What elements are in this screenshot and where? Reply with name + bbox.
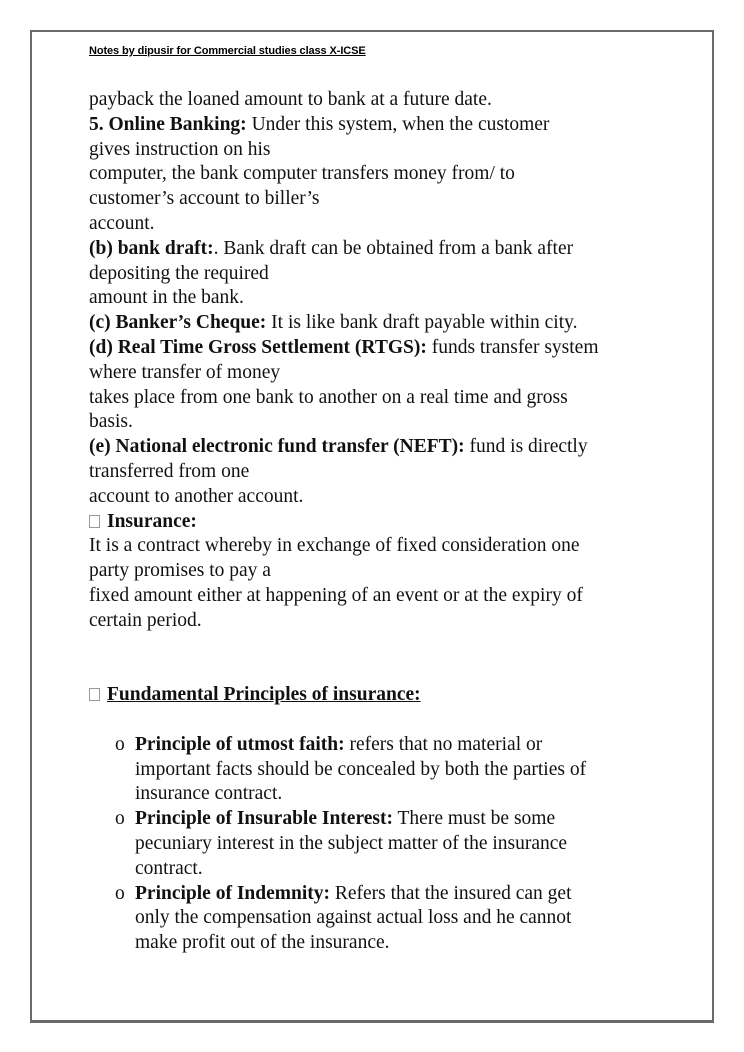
page-header: Notes by dipusir for Commercial studies class X-ICSE <box>89 45 366 57</box>
rtgs-label: (d) Real Time Gross Settlement (RTGS): <box>89 336 427 358</box>
text-line: party promises to pay a <box>89 560 271 582</box>
circle-bullet-icon: o <box>115 733 125 755</box>
online-banking-label: 5. Online Banking: <box>89 113 247 135</box>
principle-label: Principle of Insurable Interest: <box>135 808 393 830</box>
spacer <box>89 634 689 684</box>
text-line: certain period. <box>89 609 202 631</box>
list-item <box>89 733 689 807</box>
principles-list <box>89 733 689 956</box>
insurance-heading <box>89 510 689 535</box>
text-line: where transfer of money <box>89 361 281 383</box>
text-line: There must be some <box>393 808 556 830</box>
text-line: . Bank draft can be obtained from a bank after <box>213 237 574 259</box>
text-line: gives instruction on his <box>89 138 271 160</box>
text-line: only the compensation against actual loss and he cannot <box>135 907 572 929</box>
text-line: account to another account. <box>89 485 304 507</box>
text-line: Under this system, when the customer <box>246 113 550 135</box>
list-item <box>89 882 689 956</box>
text-line: basis. <box>89 411 133 433</box>
text-line: insurance contract. <box>135 783 283 805</box>
missing-glyph-bullet-icon <box>89 688 100 701</box>
text-line: computer, the bank computer transfers money from/ to <box>89 163 515 185</box>
bank-draft-paragraph <box>89 237 689 262</box>
text-line: funds transfer system <box>426 336 599 358</box>
bank-draft-label: (b) bank draft: <box>89 237 214 259</box>
text-line: Refers that the insured can get <box>330 882 572 904</box>
document-body <box>89 88 689 956</box>
text-line: make profit out of the insurance. <box>135 932 390 954</box>
text-line: account. <box>89 212 155 234</box>
list-item <box>89 807 689 881</box>
principles-heading <box>89 683 689 708</box>
circle-bullet-icon: o <box>115 808 125 830</box>
principle-label: Principle of utmost faith: <box>135 733 345 755</box>
text-line: payback the loaned amount to bank at a future date. <box>89 89 492 110</box>
online-banking-paragraph <box>89 113 689 138</box>
text-line: customer’s account to biller’s <box>89 188 320 210</box>
text-line: amount in the bank. <box>89 287 244 309</box>
bankers-cheque-label: (c) Banker’s Cheque: <box>89 312 267 334</box>
text-line: important facts should be concealed by both the parties of <box>135 758 587 780</box>
text-line: It is like bank draft payable within city. <box>266 312 578 334</box>
text-line: pecuniary interest in the subject matter of the insurance <box>135 832 568 854</box>
circle-bullet-icon: o <box>115 882 125 904</box>
principles-heading-label: Fundamental Principles of insurance: <box>107 684 421 706</box>
neft-paragraph <box>89 435 689 460</box>
text-line: depositing the required <box>89 262 269 284</box>
missing-glyph-bullet-icon <box>89 515 100 528</box>
principle-label: Principle of Indemnity: <box>135 882 330 904</box>
neft-label: (e) National electronic fund transfer (NEFT): <box>89 436 465 458</box>
text-line: fund is directly <box>464 436 588 458</box>
text-line: takes place from one bank to another on a real time and gross <box>89 386 568 408</box>
rtgs-paragraph <box>89 336 689 361</box>
bankers-cheque-paragraph <box>89 311 689 336</box>
insurance-label: Insurance: <box>107 510 197 532</box>
text-line: contract. <box>135 857 203 879</box>
text-line: refers that no material or <box>344 733 543 755</box>
text-line: fixed amount either at happening of an event or at the expiry of <box>89 584 583 606</box>
text-line: transferred from one <box>89 460 250 482</box>
text-line: It is a contract whereby in exchange of fixed consideration one <box>89 535 580 557</box>
